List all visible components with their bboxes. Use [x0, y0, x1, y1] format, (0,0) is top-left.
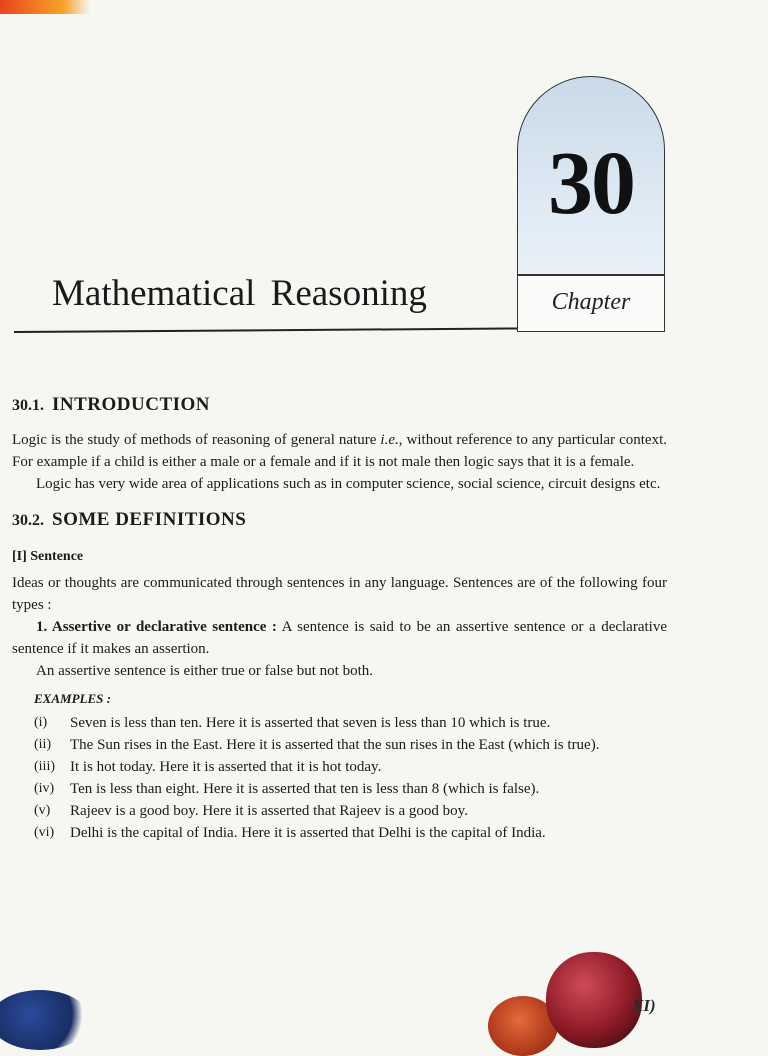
- chapter-number: 30: [548, 134, 634, 233]
- definitions-paragraph-2: [12, 616, 667, 660]
- list-item: [12, 800, 667, 822]
- list-marker: (iv): [34, 781, 55, 796]
- examples-list: [12, 712, 667, 844]
- section-heading-introduction: [12, 394, 667, 417]
- page-content: [12, 394, 667, 844]
- section-heading-definitions: [12, 509, 667, 532]
- type1-text: A sentence is said to be an assertive sentence or a declarative sentence if it makes an assertion.: [12, 619, 667, 657]
- chapter-divider: [518, 274, 664, 276]
- subheading-sentence: [I] Sentence: [12, 549, 84, 564]
- intro-text-a: Logic is the study of methods of reasoning of general nature: [12, 432, 381, 448]
- list-marker: (v): [34, 803, 51, 818]
- list-text: The Sun rises in the East. Here it is asserted that the sun rises in the East (which is true).: [70, 737, 600, 753]
- section-title: SOME DEFINITIONS: [52, 509, 247, 530]
- list-marker: (iii): [34, 759, 55, 774]
- section-number: 30.1.: [12, 397, 44, 414]
- title-underline: [14, 327, 517, 333]
- list-marker: (ii): [34, 737, 52, 752]
- intro-text-ie: i.e.: [380, 432, 399, 448]
- list-text: Ten is less than eight. Here it is asserted that ten is less than 8 (which is false).: [70, 781, 540, 797]
- type1-title: 1. Assertive or declarative sentence :: [36, 619, 277, 635]
- footer-partial-text: XI): [632, 996, 656, 1015]
- intro-text-b: , without reference to any particular context. For example if a child is either a male or a female and if it is not male then logic says that it is a female.: [12, 432, 667, 470]
- list-text: Seven is less than ten. Here it is asserted that seven is less than 10 which is true.: [70, 715, 551, 731]
- list-item: [12, 712, 667, 734]
- section-title: INTRODUCTION: [52, 394, 211, 415]
- list-item: [12, 734, 667, 756]
- chapter-title: Mathematical Reasoning: [52, 273, 427, 314]
- background-object-left: [0, 990, 90, 1050]
- list-item: [12, 822, 667, 844]
- intro-paragraph-2: Logic has very wide area of applications such as in computer science, social science, circuit designs etc.: [36, 476, 661, 492]
- list-text: Rajeev is a good boy. Here it is asserted that Rajeev is a good boy.: [70, 803, 468, 819]
- examples-label: EXAMPLES :: [34, 691, 111, 706]
- chapter-label: Chapter: [551, 289, 631, 315]
- list-text: It is hot today. Here it is asserted that it is hot today.: [70, 759, 382, 775]
- intro-paragraph-1: [12, 429, 667, 473]
- chapter-badge: [517, 76, 665, 332]
- section-number: 30.2.: [12, 512, 44, 529]
- list-item: [12, 778, 667, 800]
- definitions-paragraph-1: Ideas or thoughts are communicated through sentences in any language. Sentences are of the following four types :: [12, 575, 667, 613]
- list-item: [12, 756, 667, 778]
- list-text: Delhi is the capital of India. Here it is asserted that Delhi is the capital of India.: [70, 825, 546, 841]
- corner-decoration: [0, 0, 90, 14]
- definitions-paragraph-3: An assertive sentence is either true or false but not both.: [36, 663, 373, 679]
- background-object-red: [546, 952, 642, 1048]
- list-marker: (vi): [34, 825, 55, 840]
- list-marker: (i): [34, 715, 48, 730]
